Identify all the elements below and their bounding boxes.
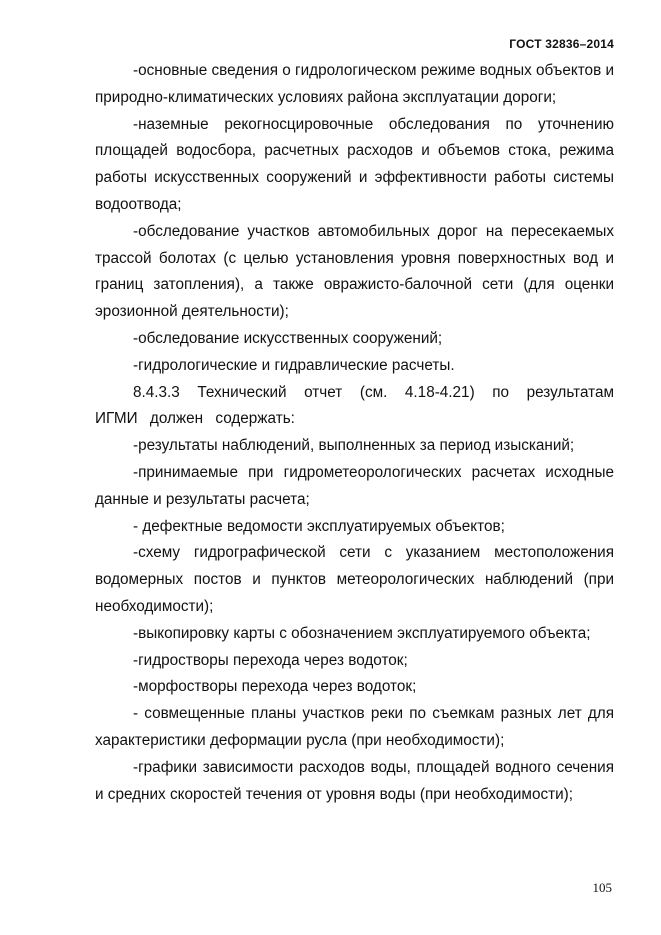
document-code-header: ГОСТ 32836–2014 (509, 37, 614, 51)
paragraph: -основные сведения о гидрологическом режиме водных объектов и природно-климатических условиях района эксплуатации дороги; (95, 62, 614, 106)
paragraph: -графики зависимости расходов воды, площадей водного сечения и средних скоростей течения от уровня воды (при необходимости); (95, 758, 614, 803)
paragraph: -обследование искусственных сооружений; (133, 329, 443, 347)
paragraph: - совмещенные планы участков реки по съемкам разных лет для характеристики деформации русла (при необходимости); (95, 705, 614, 749)
paragraph: -выкопировку карты с обозначением эксплуатируемого объекта; (133, 624, 591, 642)
page-number: 105 (592, 880, 612, 895)
paragraph: -гидростворы перехода через водоток; (133, 651, 408, 669)
document-body (95, 58, 614, 808)
paragraph: -наземные рекогносцировочные обследования по уточнению площадей водосбора, расчетных расходов и объемов стока, режима работы искусственных сооружений и эффективности работы системы водоотвода; (95, 115, 614, 213)
paragraph: -гидрологические и гидравлические расчеты. (133, 356, 455, 374)
paragraph: -схему гидрографической сети с указанием местоположения водомерных постов и пунктов метеорологических наблюдений (при необходимости); (95, 544, 614, 615)
section-paragraph: 8.4.3.3 Технический отчет (см. 4.18-4.21) по результатам ИГМИ должен содержать: (95, 383, 614, 428)
paragraph: -принимаемые при гидрометеорологических расчетах исходные данные и результаты расчета; (95, 463, 614, 508)
paragraph: -морфостворы перехода через водоток; (133, 678, 417, 696)
paragraph: -обследование участков автомобильных дорог на пересекаемых трассой болотах (с целью установления уровня поверхностных вод и границ затопления), а также овражисто-балочной сети (для оценки эрозионной деятельности); (95, 222, 614, 321)
paragraph: - дефектные ведомости эксплуатируемых объектов; (133, 517, 505, 535)
paragraph: -результаты наблюдений, выполненных за период изысканий; (133, 437, 575, 455)
